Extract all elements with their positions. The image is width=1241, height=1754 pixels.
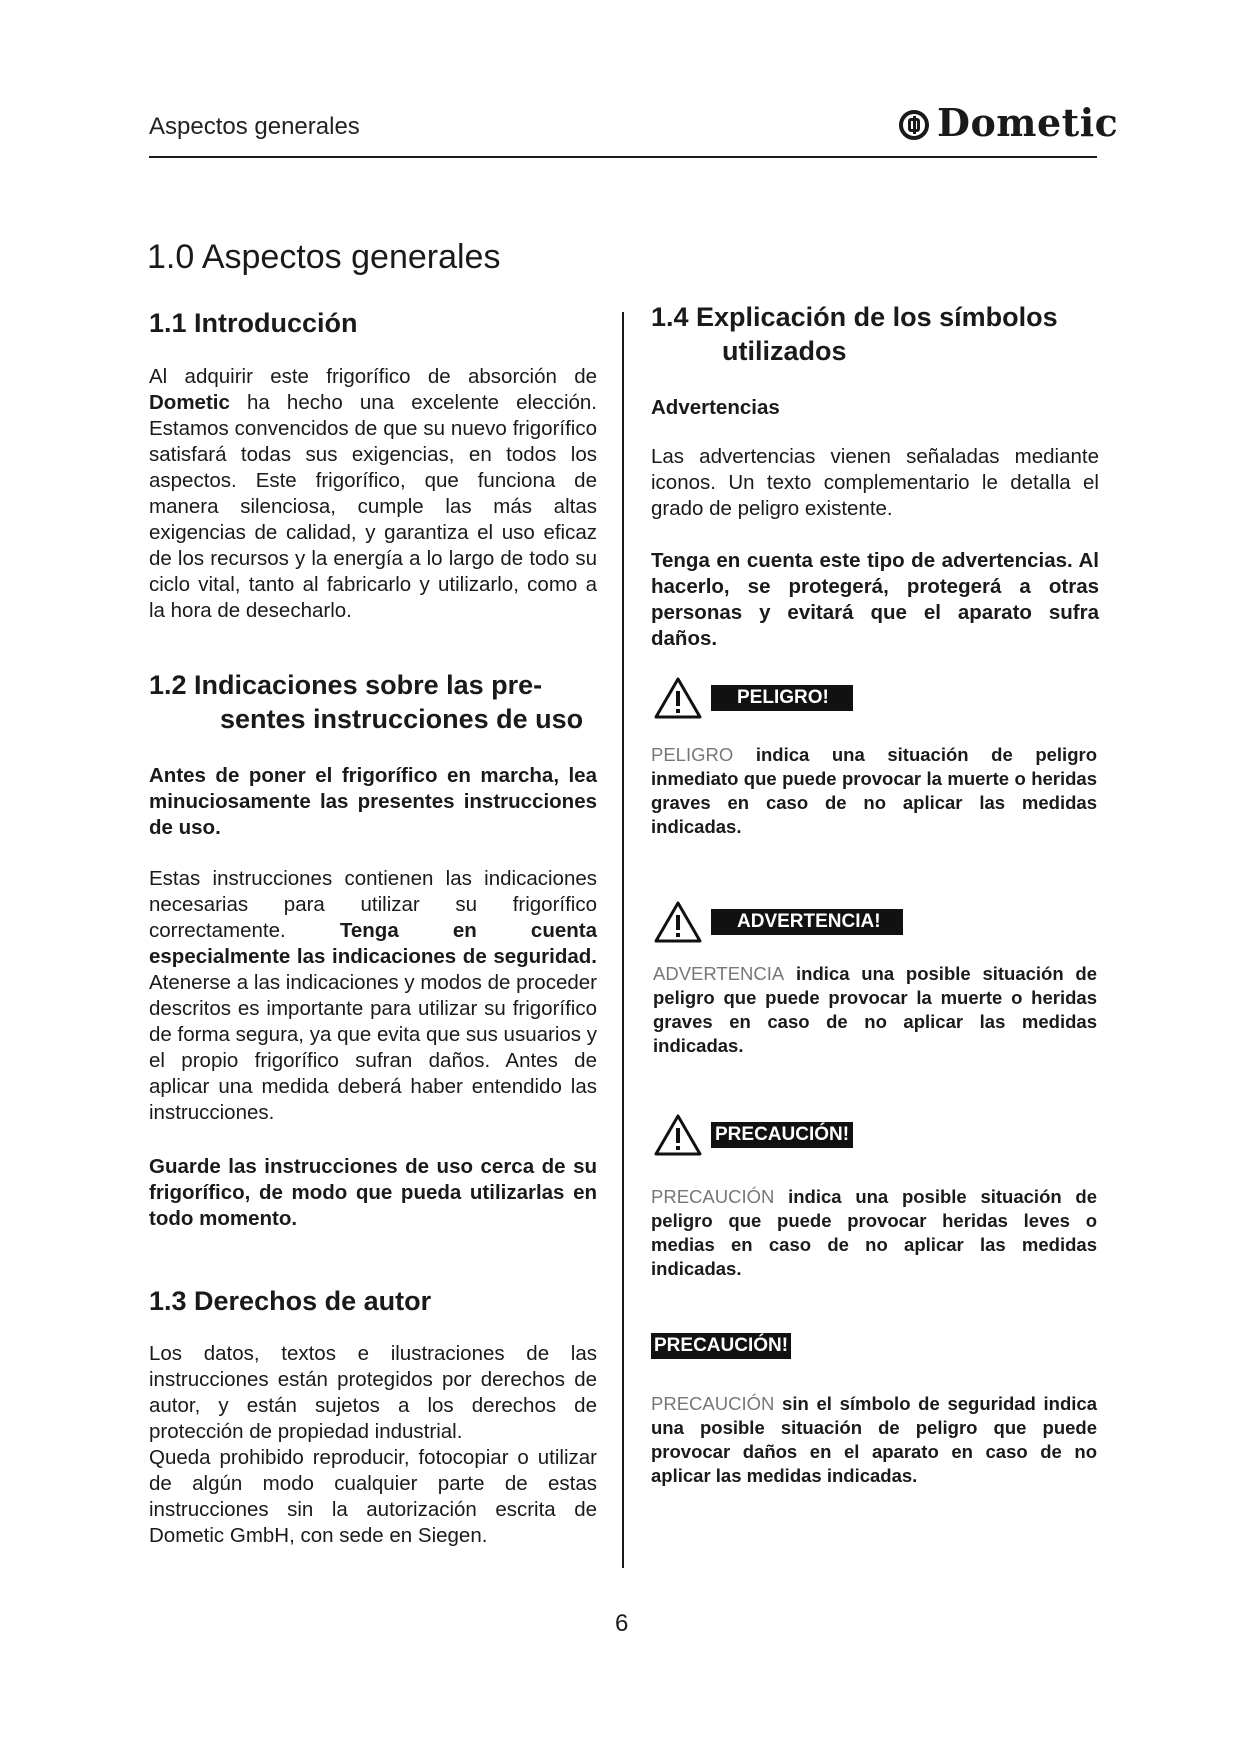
warning-triangle-icon (653, 676, 703, 720)
caution-text: indica una posible situación de peligro que puede provocar heridas leves o medias en caso de no aplicar las medidas indicadas. (651, 1186, 1097, 1279)
copyright-paragraph-2: Queda prohibido reproducir, fotocopiar o utilizar de algún modo cualquier parte de estas instrucciones sin la autorización escrita de Dometic GmbH, con sede en Siegen. (149, 1446, 597, 1547)
instructions-text-c: Atenerse a las indicaciones y modos de proceder descritos es importante para utilizar su frigorífico de forma segura, ya que evita que sus usuarios y el propio frigorífico sufran daños. Antes de aplicar una medida deberá haber entendido las instrucciones. (149, 971, 597, 1124)
heading-1-1: 1.1 Introducción (149, 308, 358, 338)
caution-keyword: PRECAUCIÓN (651, 1186, 775, 1207)
dometic-logo-icon (899, 110, 929, 140)
warnings-notice: Tenga en cuenta este tipo de advertencias. Al hacerlo, se protegerá, protegerá a otras personas y evitará que el aparato sufra daños. (651, 549, 1099, 650)
intro-lead: Al adquirir este frigorífico de absorción de (149, 365, 597, 388)
warnings-paragraph: Las advertencias vienen señaladas mediante iconos. Un texto complementario le detalla el grado de peligro existente. (651, 445, 1099, 520)
warning-triangle-icon (653, 900, 703, 944)
caution-badge: PRECAUCIÓN! (711, 1122, 853, 1148)
column-divider (622, 312, 624, 1568)
warning-caution-label (653, 1113, 853, 1157)
warning-triangle-icon (653, 1113, 703, 1157)
brand-logo (899, 100, 1118, 145)
warning-caution-nosymbol-label (651, 1333, 791, 1359)
instructions-safety-emphasis: Tenga en cuenta especialmente las indicaciones de seguridad. (149, 919, 597, 968)
warning-danger-label (653, 676, 853, 720)
caution-nosymbol-description (651, 1392, 1097, 1488)
danger-keyword: PELIGRO (651, 744, 734, 765)
danger-text: indica una situación de peligro inmediato que puede provocar la muerte o heridas graves en caso de no aplicar las medidas indicadas. (651, 744, 1097, 837)
running-header-title: Aspectos generales (149, 113, 360, 140)
warning-text: indica una posible situación de peligro que puede provocar la muerte o heridas graves en caso de no aplicar las medidas indicadas. (653, 963, 1098, 1056)
warning-warning-label (653, 900, 903, 944)
instructions-notice: Antes de poner el frigorífico en marcha, lea minuciosamente las presentes instrucciones de uso. (149, 764, 597, 839)
danger-description (651, 743, 1097, 839)
caution-nosymbol-keyword: PRECAUCIÓN (651, 1393, 775, 1414)
heading-1-4-line1: 1.4 Explicación de los símbolos (651, 302, 1058, 332)
header-divider (149, 156, 1097, 158)
warning-description (653, 962, 1097, 1058)
heading-1-3: 1.3 Derechos de autor (149, 1286, 432, 1316)
caution-nosymbol-badge: PRECAUCIÓN! (651, 1333, 791, 1359)
heading-1-2-line2: sentes instrucciones de uso (220, 704, 584, 734)
heading-1-4-line2: utilizados (722, 336, 847, 366)
danger-badge: PELIGRO! (711, 685, 853, 711)
instructions-text-a: Estas instrucciones contienen las indicaciones necesarias para utilizar su frigorífico correctamente. (149, 867, 597, 942)
warning-badge: ADVERTENCIA! (711, 909, 903, 935)
brand-name: Dometic (937, 100, 1119, 145)
page-title: 1.0 Aspectos generales (147, 238, 501, 276)
caution-description (651, 1185, 1097, 1281)
intro-rest: ha hecho una excelente elección. Estamos convencidos de que su nuevo frigorífico satisfará todas sus exigencias, en todos los aspectos. Este frigorífico, que funciona de manera silenciosa, cumple las más altas exigencias de calidad, y garantiza el uso eficaz de los recursos y la energía a lo largo de todo su ciclo vital, tanto al fabricarlo y utilizarlo, como a la hora de desecharlo. (149, 391, 597, 622)
page-number: 6 (615, 1610, 629, 1637)
heading-1-2 (149, 668, 583, 736)
warning-keyword: ADVERTENCIA (653, 963, 785, 984)
copyright-paragraph-1: Los datos, textos e ilustraciones de las instrucciones están protegidos por derechos de autor, y están sujetos a los derechos de protección de propiedad industrial. (149, 1342, 597, 1443)
keep-instructions-notice: Guarde las instrucciones de uso cerca de su frigorífico, de modo que pueda utilizarlas en todo momento. (149, 1155, 597, 1230)
instructions-paragraph (149, 866, 597, 1126)
heading-1-2-line1: 1.2 Indicaciones sobre las pre- (149, 670, 543, 700)
caution-nosymbol-text: sin el símbolo de seguridad indica una posible situación de peligro que puede provocar daños en el aparato en caso de no aplicar las medidas indicadas. (651, 1393, 1098, 1486)
heading-1-4 (651, 300, 1058, 368)
subheading-warnings: Advertencias (651, 396, 780, 419)
intro-paragraph (149, 364, 597, 624)
intro-brand: Dometic (149, 391, 230, 414)
